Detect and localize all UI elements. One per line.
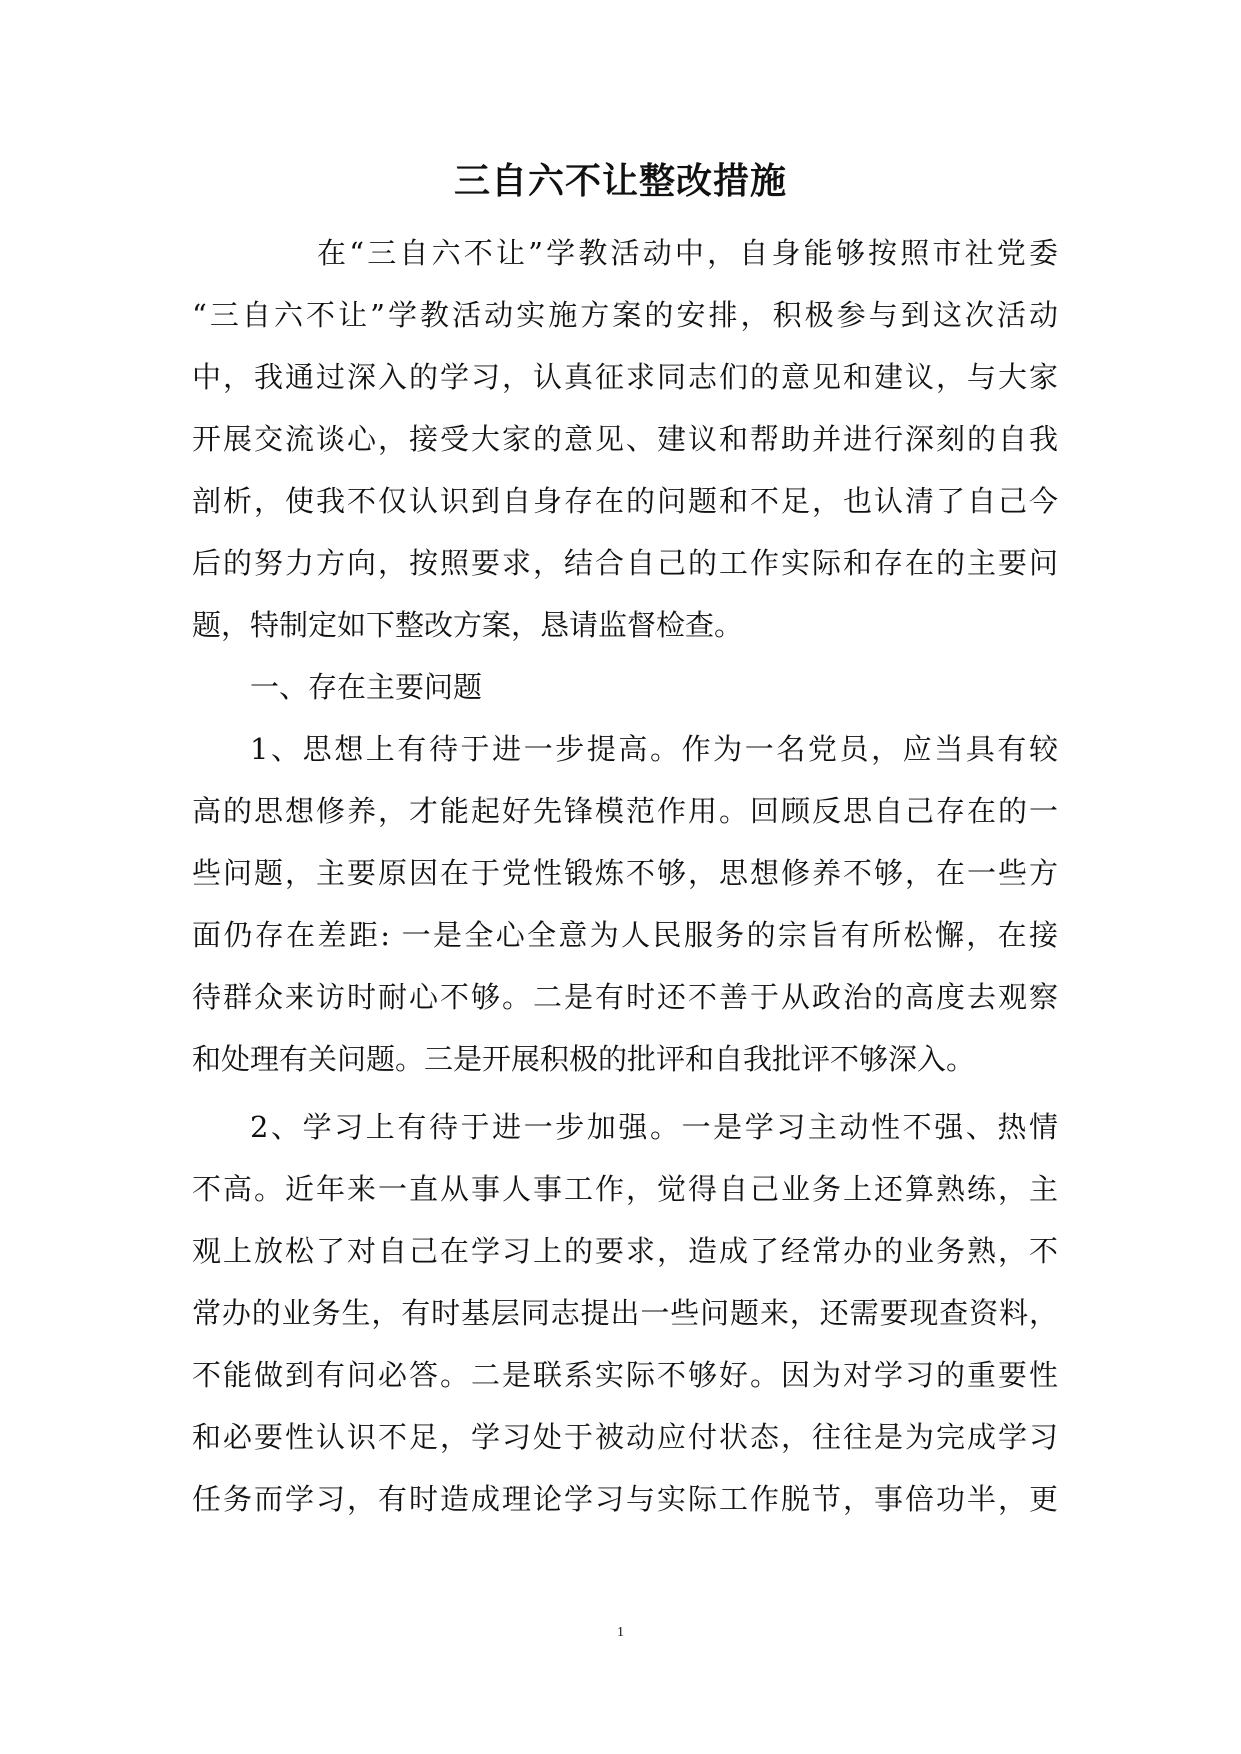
- text-line: 些问题，主要原因在于党性锻炼不够，思想修养不够，在一些方: [192, 856, 1058, 890]
- text-line: 剖析，使我不仅认识到自身存在的问题和不足，也认清了自己今: [192, 484, 1058, 518]
- text-line: 观上放松了对自己在学习上的要求，造成了经常办的业务熟，不: [192, 1234, 1058, 1268]
- text-line: 开展交流谈心，接受大家的意见、建议和帮助并进行深刻的自我: [192, 422, 1058, 456]
- document-title: 三自六不让整改措施: [453, 161, 787, 202]
- text-line: 和必要性认识不足，学习处于被动应付状态，往往是为完成学习: [192, 1420, 1058, 1454]
- text-line: 和处理有关问题。三是开展积极的批评和自我批评不够深入。: [192, 1042, 976, 1076]
- text-line: 不高。近年来一直从事人事工作，觉得自己业务上还算熟练，主: [192, 1172, 1058, 1206]
- text-line: 1、思想上有待于进一步提高。作为一名党员，应当具有较: [250, 732, 1058, 766]
- text-line: 常办的业务生，有时基层同志提出一些问题来，还需要现查资料，: [192, 1296, 1058, 1330]
- text-line: 2、学习上有待于进一步加强。一是学习主动性不强、热情: [250, 1110, 1058, 1144]
- document-body: [192, 222, 1058, 1530]
- text-line: 面仍存在差距: 一是全心全意为人民服务的宗旨有所松懈，在接: [192, 918, 1058, 952]
- text-line: “三自六不让”学教活动实施方案的安排，积极参与到这次活动: [192, 298, 1058, 332]
- text-line: 题，特制定如下整改方案，恳请监督检查。: [192, 608, 744, 642]
- text-line: 中，我通过深入的学习，认真征求同志们的意见和建议，与大家: [192, 360, 1058, 394]
- text-line: 后的努力方向，按照要求，结合自己的工作实际和存在的主要问: [192, 546, 1058, 580]
- text-line: 高的思想修养，才能起好先锋模范作用。回顾反思自己存在的一: [192, 794, 1058, 828]
- page-number: 1: [617, 1625, 624, 1640]
- section-heading: 一、存在主要问题: [250, 670, 483, 704]
- text-line: 在“三自六不让”学教活动中，自身能够按照市社党委: [317, 236, 1058, 270]
- text-line: 待群众来访时耐心不够。二是有时还不善于从政治的高度去观察: [192, 980, 1058, 1014]
- text-line: 任务而学习，有时造成理论学习与实际工作脱节，事倍功半，更: [192, 1482, 1058, 1516]
- text-line: 不能做到有问必答。二是联系实际不够好。因为对学习的重要性: [192, 1358, 1058, 1392]
